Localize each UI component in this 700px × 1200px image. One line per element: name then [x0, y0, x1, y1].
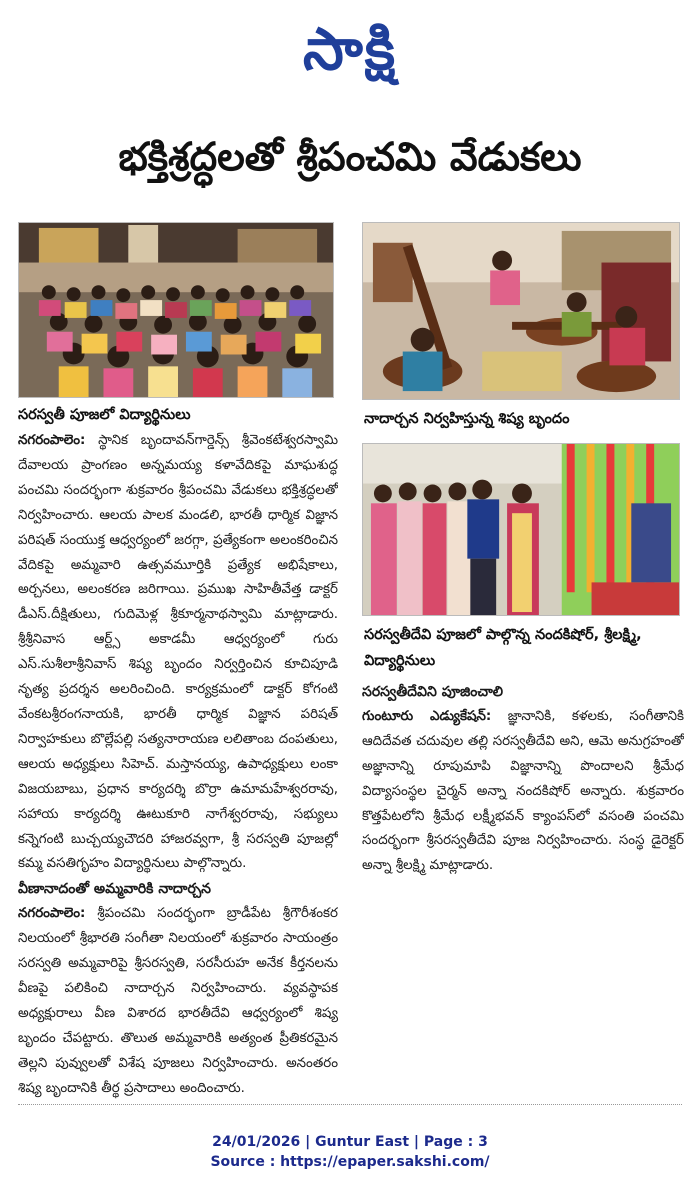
- article-paragraph-3: [362, 705, 684, 879]
- article-paragraph-2: [18, 902, 338, 1101]
- page-footer: [0, 1132, 700, 1172]
- newspaper-logo: సాక్షి: [302, 15, 398, 83]
- article-3-body: జ్ఞానానికి, కళలకు, సంగీతానికి ఆదిదేవత చదువుల తల్లి సరస్వతీదేవి అని, ఆమె అనుగ్రహంతో అజ్ఞానాన్ని రూపుమాపి విజ్ఞానాన్ని పొందాలని శ్రీమేధ విద్యాసంస్థల చైర్మన్ అన్నా నందకిషోర్ అన్నారు. శుక్రవారం కొత్తపేటలోని శ్రీమేధ లక్ష్మీభవన్ క్యాంపస్‌లో వసంతి పంచమి సందర్భంగా శ్రీసరస్వతీదేవి పూజ నిర్వహించారు. సంస్థ డైరెక్టర్ అన్నా శ్రీలక్ష్మి మాట్లాడారు.: [362, 708, 684, 874]
- photo-veena-players-image: [363, 223, 679, 399]
- article-headline: భక్తిశ్రద్ధలతో శ్రీపంచమి వేడుకలు: [118, 135, 582, 180]
- article-column-right: [362, 680, 684, 1100]
- article-subhead-veena: వీణానాదంతో అమ్మవారికి నాదార్చన: [18, 881, 211, 898]
- dateline-nagarampalem: నగరంపాలెం:: [18, 433, 86, 448]
- bottom-divider: [18, 1104, 682, 1105]
- photo-puja-group-image: [363, 444, 679, 615]
- article-2-body: శ్రీపంచమి సందర్భంగా బ్రాడీపేట శ్రీగౌరీశంకర నిలయంలో శ్రీభారతి సంగీతా నిలయంలో శుక్రవారం సాయంత్రం సరస్వతి అమ్మవారిపై శ్రీసరస్వతి, సరసీరుహ అనేక కీర్తనలను వీణపై పలికించి నాదార్చన నిర్వహించారు. వ్యవస్థాపక అధ్యక్షురాలు వీణ విశారద భారతీదేవి ఆధ్వర్యంలో శిష్య బృందం చేపట్టారు. తొలుత అమ్మవారికి అత్యంత ప్రీతికరమైన తెల్లని పువ్వులతో విశేష పూజలు నిర్వహించారు. అనంతరం శిష్య బృందానికి తీర్థ ప్రసాదాలు అందించారు.: [18, 906, 338, 1096]
- footer-source-line[interactable]: Source : https://epaper.sakshi.com/: [210, 1154, 490, 1170]
- article-subhead-saraswati: సరస్వతీదేవిని పూజించాలి: [362, 684, 504, 700]
- photo-students-temple-image: [19, 223, 333, 397]
- photo-puja-group: [362, 443, 680, 616]
- photo-caption-veena: నాదార్చన నిర్వహిస్తున్న శిష్య బృందం: [364, 411, 570, 427]
- masthead: [0, 14, 700, 94]
- photo-veena-players: [362, 222, 680, 400]
- article-1-body: స్థానిక బృందావన్‌గార్డెన్స్ శ్రీవెంకటేశ్వరస్వామి దేవాలయ ప్రాంగణం అన్నమయ్య కళావేదికపై మాఘశుద్ధ పంచమి సందర్భంగా శుక్రవారం శ్రీపంచమి వేడుకలు భక్తిశ్రద్ధలతో నిర్వహించారు. ఆలయ పాలక మండలి, భారతీ ధార్మిక విజ్ఞాన పరిషత్ సంయుక్త ఆధ్వర్యంలో జరగ్గా, ప్రత్యేకంగా అలంకరించిన వేదికపై అమ్మవారి ఉత్సవమూర్తికి ప్రత్యేక అభిషేకాలు, అర్చనలు, అలంకరణ జరిగాయి. ప్రముఖ సాహితీవేత్త డాక్టర్ డీఎస్.దీక్షితులు, గుదిమెళ్ల శ్రీకూర్మనాథస్వామి మాట్లాడారు. శ్రీశ్రీనివాస ఆర్ట్స్ అకాడమీ ఆధ్వర్యంలో గురు ఎస్.సుశీలాశ్రీనివాస్ శిష్య బృందం నిర్వర్తించిన కూచిపూడి నృత్య ప్రదర్శన అలరించింది. కార్యక్రమంలో డాక్టర్ కోగంటి వేంకటశ్రీరంగనాయకి, భారతీ ధార్మిక విజ్ఞాన పరిషత్ నిర్వాహకులు బొల్లేపల్లి సత్యనారాయణ లలితాంబ దంపతులు, ఆలయ అధ్యక్షులు సిహెచ్. మస్తానయ్య, ఉపాధ్యక్షులు లంకా విజయబాబు, ప్రధాన కార్యదర్శి బొర్రా ఉమామహేశ్వరరావు, సహాయ కార్యదర్శి ఊటుకూరి నాగేశ్వరరావు, సభ్యులు కన్నెగంటి బుచ్చయ్యచౌదరి హాజరవ్వగా, శ్రీ సరస్వతి పూజల్లో కమ్మ వసతిగృహం విద్యార్థినులు పాల్గొన్నారు.: [18, 433, 338, 872]
- photo-students-temple: [18, 222, 334, 398]
- photo-caption-puja: సరస్వతీదేవి పూజలో పాల్గొన్న నందకిషోర్, శ్రీలక్ష్మి, విద్యార్థినులు: [364, 627, 642, 669]
- dateline-nagarampalem-2: నగరంపాలెం:: [18, 906, 86, 922]
- dateline-guntur-education: గుంటూరు ఎడ్యుకేషన్:: [362, 708, 492, 724]
- article-paragraph-1: [18, 429, 338, 877]
- photo-caption-students: సరస్వతీ పూజలో విద్యార్థినులు: [18, 407, 191, 423]
- article-column-left: [18, 429, 338, 1105]
- footer-edition-line: 24/01/2026 | Guntur East | Page : 3: [212, 1134, 488, 1150]
